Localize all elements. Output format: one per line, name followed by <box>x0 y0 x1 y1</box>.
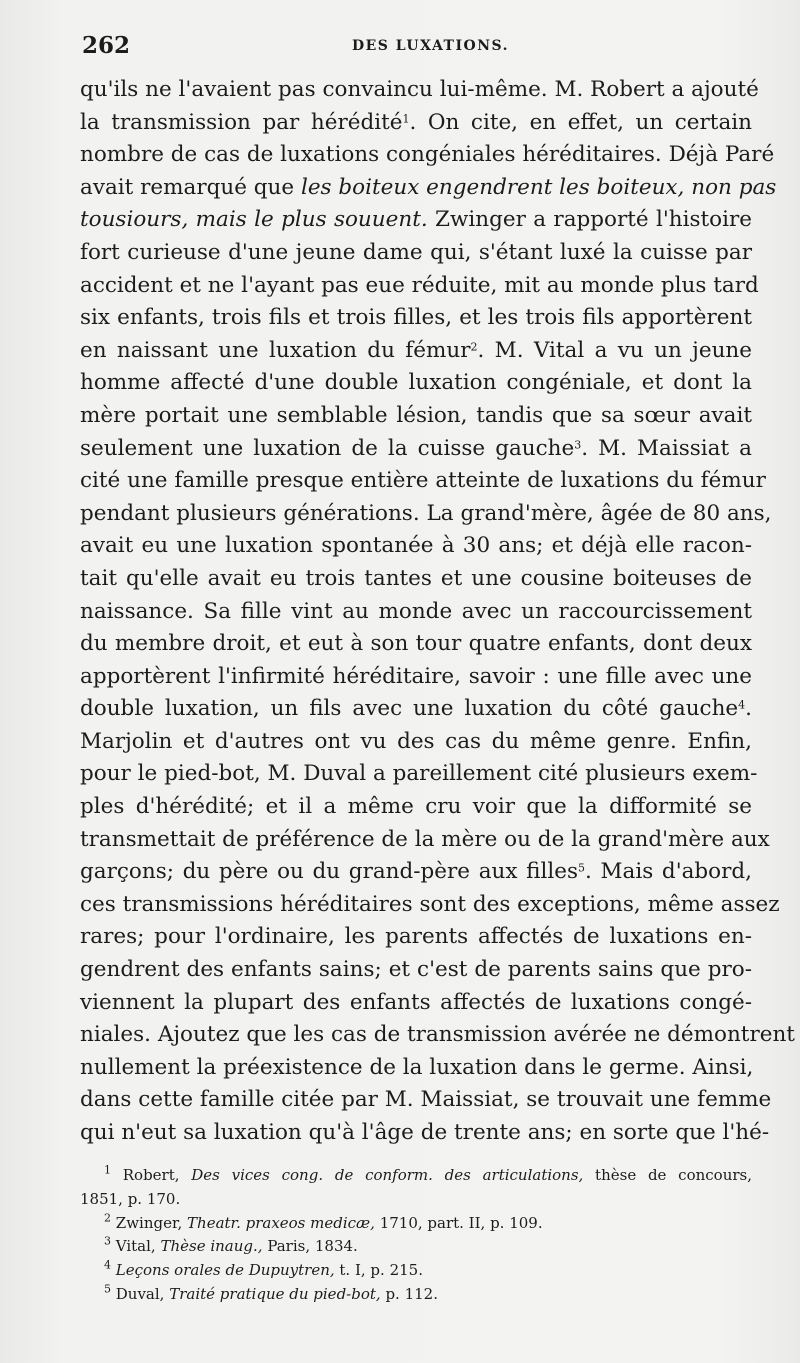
footnote-line <box>80 1235 752 1259</box>
text-run: homme affecté d'une double luxation congéniale, et dont la <box>80 370 752 396</box>
footnote-marker: 3 <box>574 437 582 451</box>
text-run: 1851, p. 170. <box>80 1189 181 1208</box>
text-run: accident et ne l'ayant pas eue réduite, mit au monde plus tard <box>80 272 759 298</box>
footnote-line <box>80 1212 752 1236</box>
footnotes <box>80 1164 752 1307</box>
text-run: nombre de cas de luxations congéniales héréditaires. Déjà Paré <box>80 142 775 168</box>
text-line <box>80 1084 772 1117</box>
text-line <box>80 1117 770 1150</box>
text-line <box>80 74 759 107</box>
text-line <box>80 107 752 140</box>
text-line <box>80 726 752 759</box>
text-line <box>80 335 752 368</box>
footnote-marker: 3 <box>104 1234 111 1248</box>
text-run: rares; pour l'ordinaire, les parents affectés de luxations en- <box>80 924 752 950</box>
italic-text: Leçons orales de Dupuytren, <box>115 1261 335 1280</box>
footnote-line <box>80 1259 752 1283</box>
text-run: 1710, part. II, p. 109. <box>374 1213 543 1232</box>
text-run: p. 112. <box>380 1284 438 1303</box>
footnote-marker: 5 <box>104 1282 111 1296</box>
text-run: naissance. Sa fille vint au monde avec un raccourcissement <box>80 598 752 624</box>
text-run: avait eu une luxation spontanée à 30 ans; et déjà elle racon- <box>80 533 752 559</box>
footnote-marker: 5 <box>578 861 586 875</box>
text-run: Paris, 1834. <box>262 1237 358 1256</box>
text-run: cité une famille presque entière atteinte de luxations du fémur <box>80 468 766 494</box>
italic-text: Theatr. praxeos medicæ, <box>187 1213 375 1232</box>
text-line <box>80 563 752 596</box>
italic-text: tousiours, mais le plus souuent. <box>80 207 428 233</box>
text-run: tait qu'elle avait eu trois tantes et une cousine boiteuses de <box>80 565 752 591</box>
text-line <box>80 987 752 1020</box>
text-line <box>80 204 752 237</box>
text-line <box>80 270 759 303</box>
body-text <box>80 74 795 1150</box>
text-line <box>80 921 752 954</box>
text-run: ces transmissions héréditaires sont des exceptions, même assez <box>80 891 780 917</box>
page-number: 262 <box>82 32 131 59</box>
text-line <box>80 172 777 205</box>
text-run: fort curieuse d'une jeune dame qui, s'étant luxé la cuisse par <box>80 239 752 265</box>
text-line <box>80 400 752 433</box>
text-run: apportèrent l'infirmité héréditaire, savoir : une fille avec une <box>80 663 752 689</box>
text-run: du membre droit, et eut à son tour quatre enfants, dont deux <box>80 631 752 657</box>
text-line <box>80 367 752 400</box>
page-header <box>82 32 752 62</box>
text-run: qui n'eut sa luxation qu'à l'âge de trente ans; en sorte que l'hé- <box>80 1120 770 1145</box>
text-run: . Mais d'abord, <box>585 859 753 885</box>
text-line <box>80 889 780 922</box>
footnote-line <box>80 1188 752 1212</box>
text-line <box>80 791 752 824</box>
text-run: gendrent des enfants sains; et c'est de parents sains que pro- <box>80 957 752 983</box>
text-line <box>80 954 752 987</box>
text-line <box>80 139 775 172</box>
text-run: Marjolin et d'autres ont vu des cas du même genre. Enfin, <box>80 728 752 754</box>
text-line <box>80 530 752 563</box>
text-run: qu'ils ne l'avaient pas convaincu lui-même. M. Robert a ajouté <box>80 77 759 102</box>
text-run: garçons; du père ou du grand-père aux filles <box>80 859 579 885</box>
text-line <box>80 758 758 791</box>
text-run: . M. Vital a vu un jeune <box>477 337 752 363</box>
text-run: Robert, <box>111 1166 192 1184</box>
text-run: pour le pied-bot, M. Duval a pareillement cité plusieurs exem- <box>80 761 758 787</box>
text-run: . <box>745 696 752 722</box>
text-run: viennent la plupart des enfants affectés de luxations congé- <box>80 989 752 1015</box>
text-run: mère portait une semblable lésion, tandis que sa sœur avait <box>80 402 752 428</box>
footnote-line <box>80 1283 752 1307</box>
text-run: ples d'hérédité; et il a même cru voir que la difformité se <box>80 794 752 820</box>
running-title: DES LUXATIONS. <box>352 38 509 54</box>
text-run: nullement la préexistence de la luxation dans le germe. Ainsi, <box>80 1054 754 1080</box>
text-line <box>80 498 772 531</box>
text-run: double luxation, un fils avec une luxation du côté gauche <box>80 696 739 722</box>
footnote-marker: 2 <box>104 1211 111 1224</box>
italic-text: Thèse inaug., <box>160 1237 263 1256</box>
text-run: Zwinger a rapporté l'histoire <box>427 207 752 233</box>
text-run: dans cette famille citée par M. Maissiat, se trouvait une femme <box>80 1087 772 1113</box>
footnote-marker: 2 <box>470 340 478 354</box>
text-line <box>80 693 752 726</box>
text-run: transmettait de préférence de la mère ou de la grand'mère aux <box>80 826 770 852</box>
text-line <box>80 824 770 857</box>
text-line <box>80 465 766 498</box>
text-run: seulement une luxation de la cuisse gauche <box>80 435 575 461</box>
text-run: niales. Ajoutez que les cas de transmission avérée ne démontrent <box>80 1022 795 1048</box>
text-line <box>80 1052 752 1085</box>
footnote-line <box>80 1164 752 1188</box>
text-line <box>80 596 752 629</box>
text-line <box>80 661 752 694</box>
text-run: six enfants, trois fils et trois filles, et les trois fils apportèrent <box>80 305 752 331</box>
italic-text: Des vices cong. de conform. des articulations, <box>191 1166 584 1184</box>
italic-text: les boiteux engendrent les boiteux, non pas <box>300 174 777 200</box>
text-run: avait remarqué que <box>80 174 301 200</box>
text-line <box>80 302 752 335</box>
text-run: Duval, <box>111 1284 170 1303</box>
text-line <box>80 237 752 270</box>
text-run: . M. Maissiat a <box>581 435 752 461</box>
text-line <box>80 628 752 661</box>
text-run: t. I, p. 215. <box>334 1261 423 1280</box>
footnote-marker: 4 <box>738 698 746 712</box>
footnote-marker: 1 <box>402 112 410 125</box>
text-run: Vital, <box>111 1237 161 1256</box>
text-run: pendant plusieurs générations. La grand'mère, âgée de 80 ans, <box>80 500 772 526</box>
text-line <box>80 433 752 466</box>
text-line <box>80 1019 795 1052</box>
text-line <box>80 856 752 889</box>
text-run: la transmission par hérédité <box>80 109 403 135</box>
italic-text: Traité pratique du pied-bot, <box>169 1284 381 1303</box>
footnote-marker: 4 <box>104 1258 111 1272</box>
text-run: . On cite, en effet, un certain <box>409 109 752 135</box>
text-run: en naissant une luxation du fémur <box>80 337 471 363</box>
text-run: Zwinger, <box>111 1213 188 1232</box>
footnote-marker: 1 <box>104 1163 111 1177</box>
text-run: thèse de concours, <box>583 1166 753 1184</box>
